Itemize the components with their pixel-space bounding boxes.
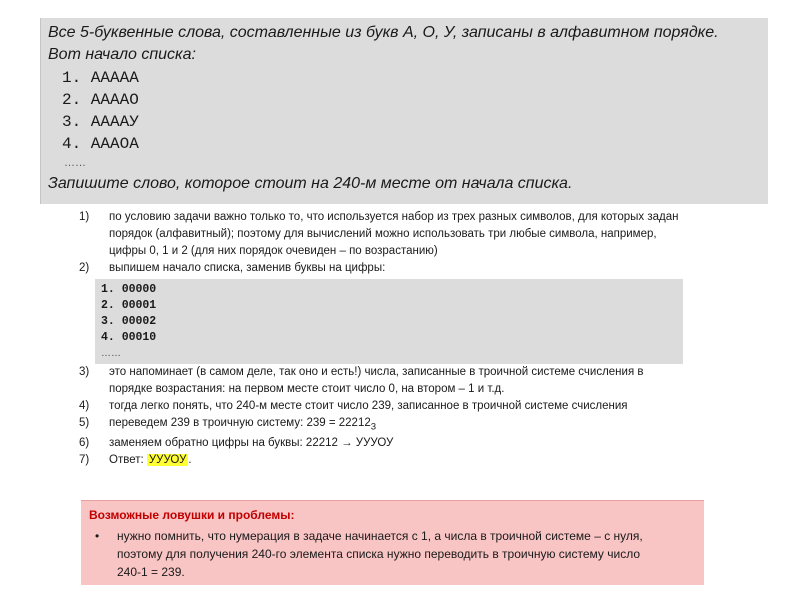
- step-number: 5): [79, 417, 90, 429]
- step-number: 7): [79, 454, 90, 467]
- step-text: заменяем обратно цифры на буквы: 22212 → УУУОУ: [109, 437, 394, 450]
- base-subscript: 3: [370, 421, 377, 433]
- step-number: 2): [79, 262, 90, 274]
- answer-highlight: УУУОУ: [148, 454, 187, 467]
- solution-step-7: [79, 452, 679, 469]
- answer-line: [109, 452, 679, 469]
- bullet-icon: •: [95, 529, 100, 543]
- traps-title: Возможные ловушки и проблемы:: [89, 508, 295, 522]
- solution-step-6: [79, 435, 679, 452]
- code-line-1: 1. 00000: [101, 283, 157, 296]
- code-line-3: 3. 00002: [101, 315, 157, 328]
- step-number: 3): [79, 366, 90, 378]
- step-text: [109, 415, 679, 435]
- task-list-item-3: 3. ААААУ: [62, 113, 139, 131]
- traps-bullet-item: [89, 527, 696, 581]
- step-number: 1): [79, 211, 90, 223]
- task-list-item-1: 1. ААААА: [62, 69, 139, 87]
- task-list-item-4: 4. АААОА: [62, 135, 139, 153]
- code-block: [95, 279, 683, 364]
- step-text: это напоминает (в самом деле, так оно и есть!) числа, записанные в троичной системе счисления в порядке возрастания: на первом месте стоит число 0, на втором – 1 и т.д.: [109, 366, 644, 395]
- traps-box: [81, 500, 704, 585]
- answer-period: .: [188, 454, 192, 467]
- code-line-2: 2. 00001: [101, 299, 157, 312]
- task-line-2: Вот начало списка:: [48, 46, 196, 63]
- code-line-4: 4. 00010: [101, 331, 157, 344]
- traps-bullet-text: нужно помнить, что нумерация в задаче начинается с 1, а числа в троичной системе – с нуля, поэтому для получения 240-го элемента списка нужно переводить в троичную систему число 240-1 = 239.: [117, 529, 643, 579]
- task-list-item-2: 2. ААААО: [62, 91, 139, 109]
- step-text: тогда легко понять, что 240-м месте стоит число 239, записанное в троичной системе счисления: [109, 400, 628, 412]
- step-number: 4): [79, 400, 90, 412]
- task-block: [40, 18, 768, 204]
- solution-step-3: [79, 364, 679, 398]
- step-number: 6): [79, 437, 90, 450]
- solution-step-1: [79, 209, 679, 260]
- task-question: Запишите слово, которое стоит на 240-м месте от начала списка.: [48, 175, 573, 192]
- solution-step-4: [79, 398, 679, 415]
- step-text-main: переведем 239 в троичную систему: 239 = 22212: [109, 417, 371, 429]
- solution-step-2: [79, 260, 679, 277]
- task-list: [48, 67, 768, 155]
- task-line-1: Все 5-буквенные слова, составленные из букв А, О, У, записаны в алфавитном порядке.: [48, 24, 719, 41]
- code-ellipsis: ……: [101, 348, 121, 359]
- solution-step-5: [79, 415, 679, 435]
- step-text: выпишем начало списка, заменив буквы на цифры:: [109, 262, 386, 274]
- solution-block: [79, 209, 679, 469]
- step-text: по условию задачи важно только то, что используется набор из трех разных символов, для которых задан порядок (алфавитный); поэтому для вычислений можно использовать три любые символа, например, цифры 0, 1 и 2 (для них порядок очевиден – по возрастанию): [109, 211, 679, 257]
- task-list-ellipsis: ……: [64, 157, 86, 169]
- answer-label: Ответ:: [109, 454, 144, 467]
